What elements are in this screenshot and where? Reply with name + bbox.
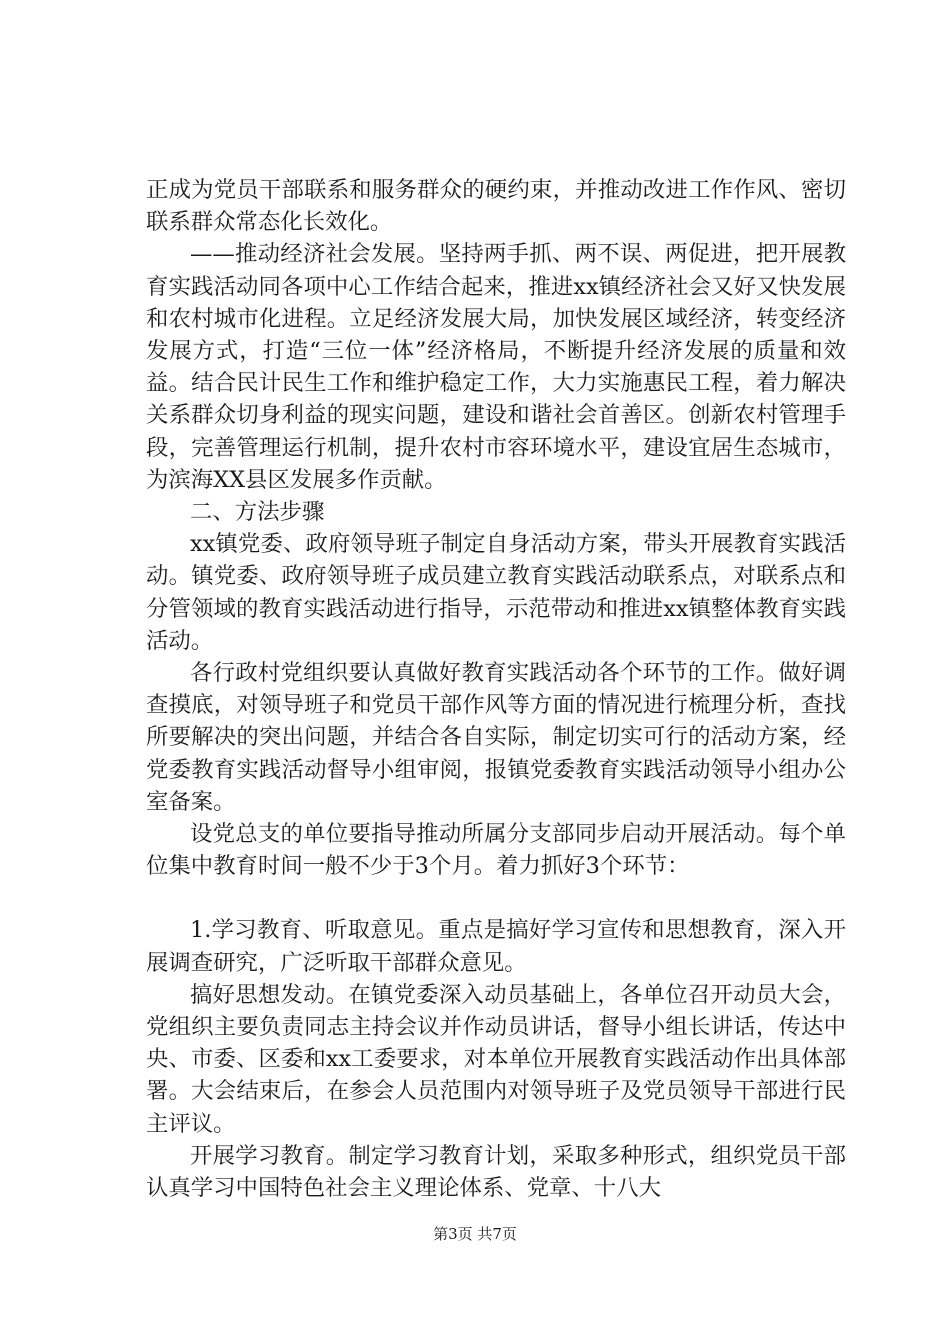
paragraph-branch-units: 设党总支的单位要指导推动所属分支部同步启动开展活动。每个单位集中教育时间一般不少于3个月。着力抓好3个环节：	[146, 821, 846, 880]
document-body	[146, 174, 846, 1204]
paragraph-step-one: 1.学习教育、听取意见。重点是搞好学习宣传和思想教育，深入开展调查研究，广泛听取干部群众意见。	[146, 917, 846, 976]
section-heading-methods: 二、方法步骤	[190, 499, 325, 526]
paragraph-continuation: 正成为党员干部联系和服务群众的硬约束，并推动改进工作作风、密切联系群众常态化长效化。	[146, 177, 846, 236]
paragraph-economic-development: ——推动经济社会发展。坚持两手抓、两不误、两促进，把开展教育实践活动同各项中心工作结合起来，推进xx镇经济社会又好又快发展和农村城市化进程。立足经济发展大局，加快发展区域经济，转变经济发展方式，打造“三位一体”经济格局，不断提升经济发展的质量和效益。结合民计民生工作和维护稳定工作，大力实施惠民工程，着力解决关系群众切身利益的现实问题，建设和谐社会首善区。创新农村管理手段，完善管理运行机制，提升农村市容环境水平，建设宜居生态城市，为滨海XX县区发展多作贡献。	[146, 241, 846, 493]
paragraph-study-education: 开展学习教育。制定学习教育计划，采取多种形式，组织党员干部认真学习中国特色社会主义理论体系、党章、十八大	[146, 1142, 846, 1202]
paragraph-mobilization: 搞好思想发动。在镇党委深入动员基础上，各单位召开动员大会，党组织主要负责同志主持会议并作动员讲话，督导小组长讲话，传达中央、市委、区委和xx工委要求，对本单位开展教育实践活动作出具体部署。大会结束后，在参会人员范围内对领导班子及党员领导干部进行民主评议。	[146, 981, 846, 1137]
paragraph-gap	[146, 882, 846, 914]
page-footer: 第3页 共7页	[433, 1225, 517, 1243]
paragraph-leadership-plan: xx镇党委、政府领导班子制定自身活动方案，带头开展教育实践活动。镇党委、政府领导班子成员建立教育实践活动联系点，对联系点和分管领域的教育实践活动进行指导，示范带动和推进xx镇整体教育实践活动。	[146, 531, 846, 654]
paragraph-village-organizations: 各行政村党组织要认真做好教育实践活动各个环节的工作。做好调查摸底，对领导班子和党员干部作风等方面的情况进行梳理分析，查找所要解决的突出问题，并结合各自实际，制定切实可行的活动方案，经党委教育实践活动督导小组审阅，报镇党委教育实践活动领导小组办公室备案。	[146, 660, 846, 815]
